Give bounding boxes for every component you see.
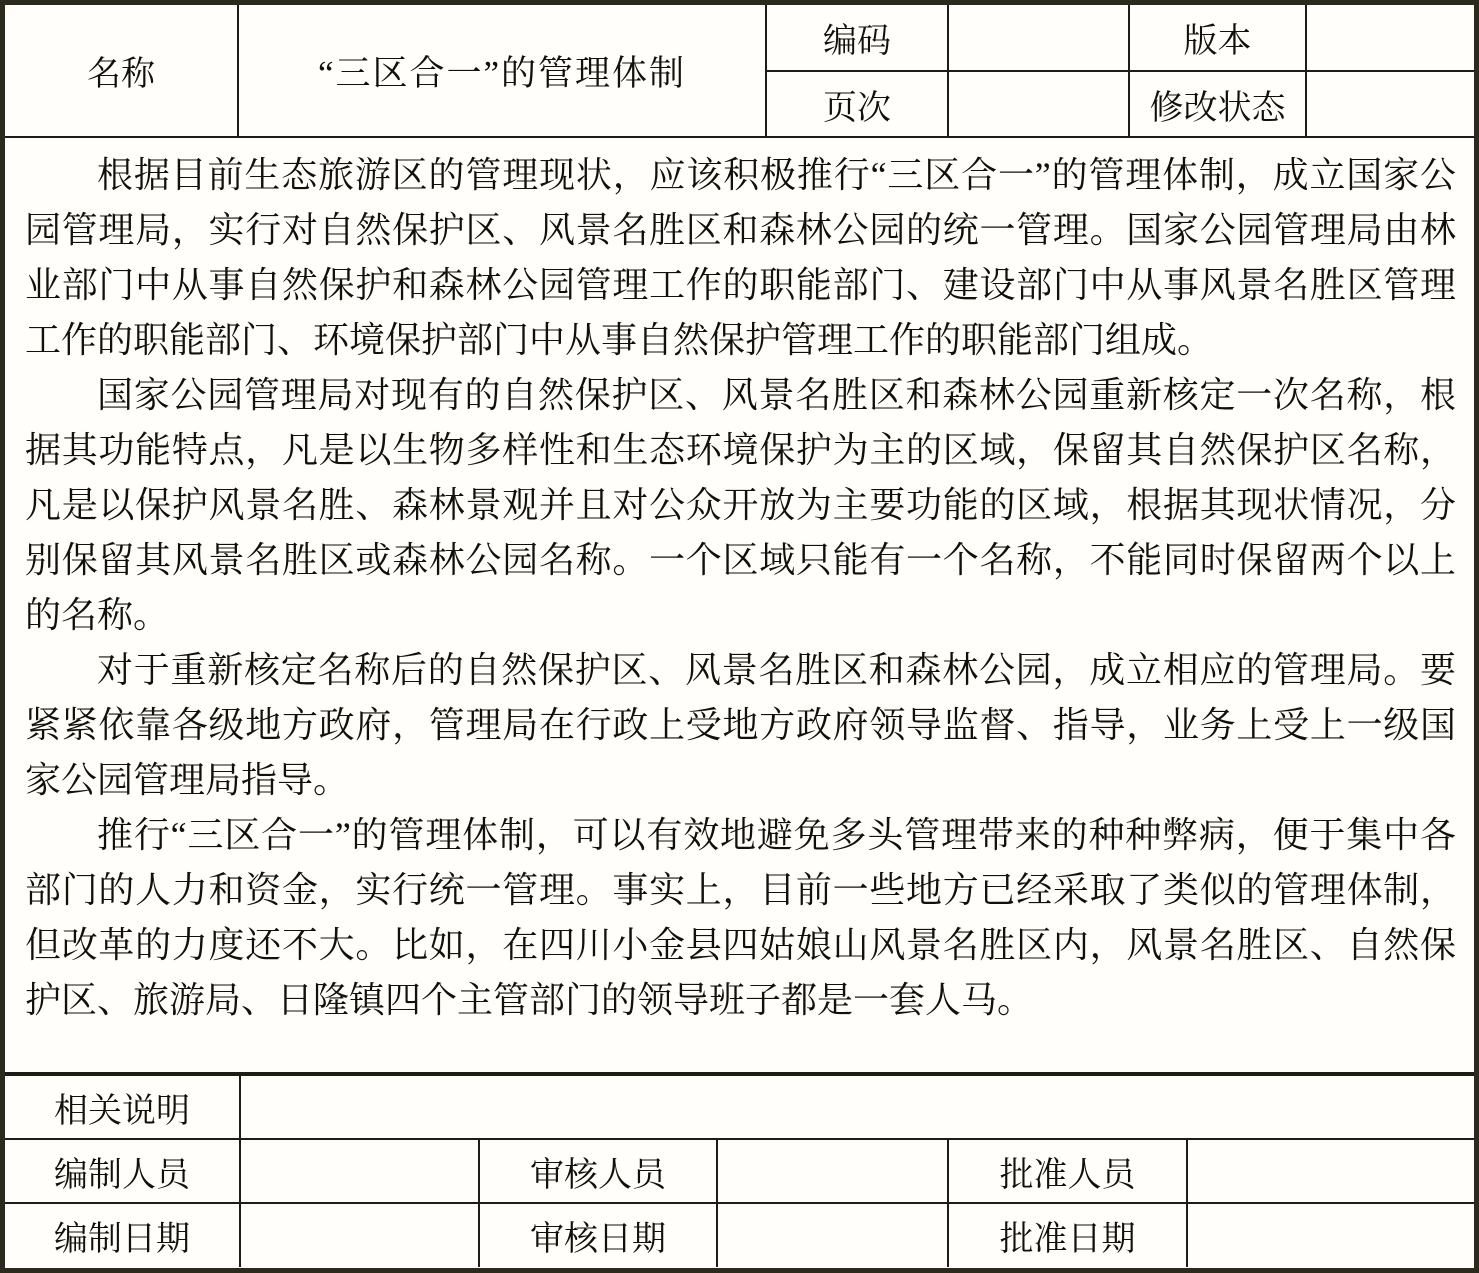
revision-value-cell — [1306, 71, 1474, 137]
preparer-value-cell — [240, 1139, 479, 1203]
notes-value-cell — [240, 1075, 1474, 1139]
version-label-cell: 版本 — [1129, 5, 1306, 71]
prepare-date-label-cell: 编制日期 — [5, 1203, 240, 1267]
paragraph-1: 根据目前生态旅游区的管理现状，应该积极推行“三区合一”的管理体制，成立国家公园管理局，实行对自然保护区、风景名胜区和森林公园的统一管理。国家公园管理局由林业部门中从事自然保护和森林公园管理工作的职能部门、建设部门中从事风景名胜区管理工作的职能部门、环境保护部门中从事自然保护管理工作的职能部门组成。 — [25, 155, 1456, 360]
code-value-cell — [948, 5, 1129, 71]
paragraph-2: 国家公园管理局对现有的自然保护区、风景名胜区和森林公园重新核定一次名称，根据其功能特点，凡是以生物多样性和生态环境保护为主的区域，保留其自然保护区名称，凡是以保护风景名胜、森林景观并且对公众开放为主要功能的区域，根据其现状情况，分别保留其风景名胜区或森林公园名称。一个区域只能有一个名称，不能同时保留两个以上的名称。 — [25, 375, 1456, 635]
reviewer-value-cell — [717, 1139, 948, 1203]
paragraph-3: 对于重新核定名称后的自然保护区、风景名胜区和森林公园，成立相应的管理局。要紧紧依靠各级地方政府，管理局在行政上受地方政府领导监督、指导，业务上受上一级国家公园管理局指导。 — [25, 650, 1456, 800]
document-body — [5, 138, 1474, 1074]
review-date-label-cell: 审核日期 — [479, 1203, 717, 1267]
reviewer-label-cell: 审核人员 — [479, 1139, 717, 1203]
approve-date-label-cell: 批准日期 — [948, 1203, 1187, 1267]
header-table — [5, 5, 1474, 138]
review-date-value-cell — [717, 1203, 948, 1267]
version-value-cell — [1306, 5, 1474, 71]
paragraph-4: 推行“三区合一”的管理体制，可以有效地避免多头管理带来的种种弊病，便于集中各部门的人力和资金，实行统一管理。事实上，目前一些地方已经采取了类似的管理体制，但改革的力度还不大。比如，在四川小金县四姑娘山风景名胜区内，风景名胜区、自然保护区、旅游局、日隆镇四个主管部门的领导班子都是一套人马。 — [25, 815, 1456, 1020]
prepare-date-value-cell — [240, 1203, 479, 1267]
footer-table — [5, 1074, 1474, 1267]
page-label-cell: 页次 — [766, 71, 948, 137]
approve-date-value-cell — [1187, 1203, 1474, 1267]
name-label-cell: 名称 — [5, 5, 238, 137]
code-label-cell: 编码 — [766, 5, 948, 71]
preparer-label-cell: 编制人员 — [5, 1139, 240, 1203]
revision-label-cell: 修改状态 — [1129, 71, 1306, 137]
approver-value-cell — [1187, 1139, 1474, 1203]
notes-label-cell: 相关说明 — [5, 1075, 240, 1139]
page-value-cell — [948, 71, 1129, 137]
approver-label-cell: 批准人员 — [948, 1139, 1187, 1203]
document-title-cell: “三区合一”的管理体制 — [238, 5, 766, 137]
